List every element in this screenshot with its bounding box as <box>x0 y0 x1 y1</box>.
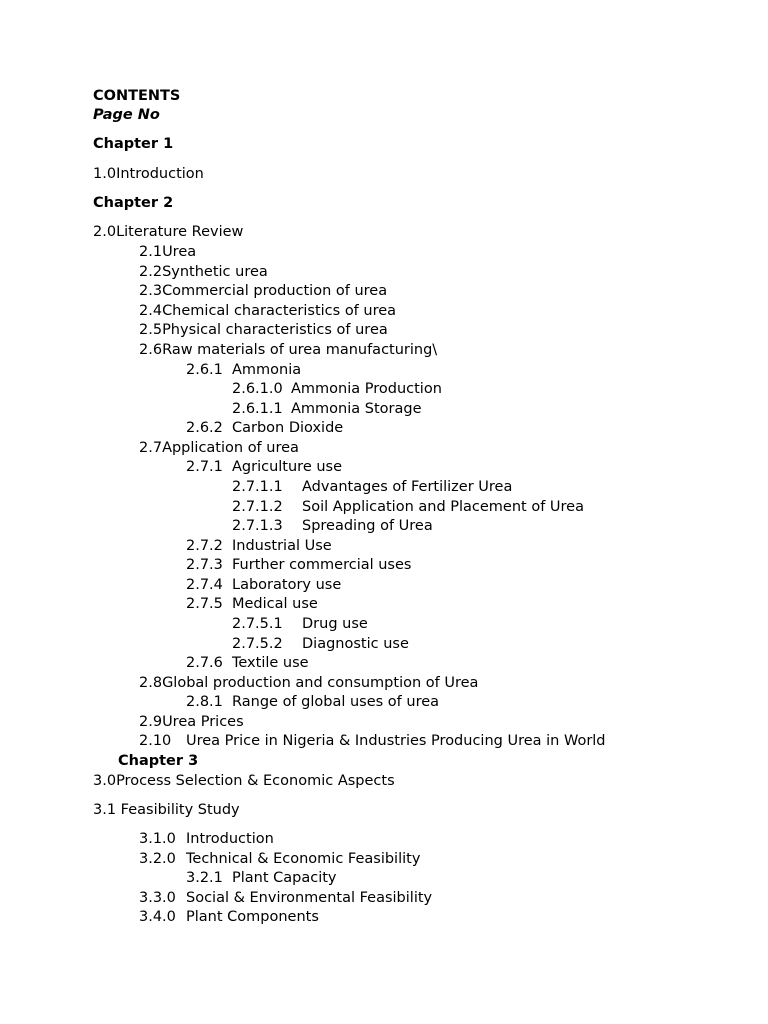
toc-entry-number: 2.2 <box>139 264 163 280</box>
toc-entry-number: 3.2.1 <box>186 870 223 886</box>
toc-entry-2-7-5-2 <box>232 635 409 653</box>
toc-entry-title: Technical & Economic Feasibility <box>186 851 421 867</box>
toc-entry-2-7-5-1 <box>232 615 368 633</box>
toc-entry-title: Carbon Dioxide <box>232 420 344 436</box>
toc-entry-title: Introduction <box>116 166 204 182</box>
toc-entry-2-4 <box>139 302 396 320</box>
toc-entry-2-7-1-1 <box>232 478 512 496</box>
toc-entry-title: Urea Prices <box>162 714 244 730</box>
toc-entry-2-2 <box>139 263 268 281</box>
toc-entry-number: 2.6.2 <box>186 420 223 436</box>
toc-entry-2-0 <box>93 223 243 241</box>
toc-entry-2-7-1-2 <box>232 498 584 516</box>
toc-entry-title: Urea <box>162 244 197 260</box>
toc-entry-title: Ammonia Storage <box>291 401 422 417</box>
toc-entry-2-6-1-1 <box>232 400 422 418</box>
toc-entry-2-8 <box>139 674 478 692</box>
toc-entry-title: Diagnostic use <box>302 636 409 652</box>
toc-entry-title: Ammonia Production <box>291 381 442 397</box>
toc-entry-number: 3.1.0 <box>139 831 176 847</box>
toc-entry-number: 2.6.1.0 <box>232 381 283 397</box>
chapter-2-heading: Chapter 2 <box>93 195 174 211</box>
toc-entry-title: Laboratory use <box>232 577 342 593</box>
toc-entry-number: 2.1 <box>139 244 163 260</box>
toc-entry-number: 2.7.4 <box>186 577 223 593</box>
toc-entry-2-10 <box>139 732 606 750</box>
toc-entry-number: 2.7.3 <box>186 557 223 573</box>
toc-entry-number: 2.7 <box>139 440 163 456</box>
toc-entry-number: 2.7.1.1 <box>232 479 283 495</box>
toc-entry-2-3 <box>139 282 387 300</box>
toc-entry-title: Social & Environmental Feasibility <box>186 890 433 906</box>
toc-entry-title: Range of global uses of urea <box>232 694 440 710</box>
toc-entry-2-7-5 <box>186 595 318 613</box>
toc-entry-2-7-6 <box>186 654 309 672</box>
toc-entry-number: 2.0 <box>93 224 117 240</box>
toc-entry-title: Raw materials of urea manufacturing\ <box>162 342 438 358</box>
toc-entry-2-9 <box>139 713 244 731</box>
toc-entry-title: Chemical characteristics of urea <box>162 303 397 319</box>
toc-entry-title: Spreading of Urea <box>302 518 433 534</box>
toc-entry-number: 2.8 <box>139 675 163 691</box>
toc-entry-number: 2.7.2 <box>186 538 223 554</box>
toc-entry-3-2-1 <box>186 869 337 887</box>
toc-entry-3-0 <box>93 772 395 790</box>
toc-entry-1-0 <box>93 165 204 183</box>
toc-entry-number: 2.5 <box>139 322 163 338</box>
toc-entry-2-7-4 <box>186 576 341 594</box>
toc-entry-number: 2.6.1.1 <box>232 401 283 417</box>
toc-entry-title: Commercial production of urea <box>162 283 388 299</box>
toc-entry-2-5 <box>139 321 388 339</box>
toc-entry-title: Physical characteristics of urea <box>162 322 388 338</box>
toc-entry-number: 2.3 <box>139 283 163 299</box>
toc-entry-title: Textile use <box>232 655 309 671</box>
chapter-3-heading: Chapter 3 <box>118 753 199 769</box>
toc-entry-number: 2.7.1.3 <box>232 518 283 534</box>
chapter-1-heading: Chapter 1 <box>93 136 174 152</box>
toc-entry-title: Introduction <box>186 831 274 847</box>
toc-entry-number: 3.2.0 <box>139 851 176 867</box>
toc-entry-title: Process Selection & Economic Aspects <box>116 773 395 789</box>
page-no-label: Page No <box>93 107 160 123</box>
toc-entry-2-7-3 <box>186 556 411 574</box>
toc-entry-2-7 <box>139 439 299 457</box>
toc-entry-2-6 <box>139 341 437 359</box>
toc-entry-title: Advantages of Fertilizer Urea <box>302 479 513 495</box>
toc-entry-number: 2.6 <box>139 342 163 358</box>
toc-entry-number: 2.4 <box>139 303 163 319</box>
toc-entry-number: 2.7.5.2 <box>232 636 283 652</box>
toc-entry-number: 2.6.1 <box>186 362 223 378</box>
toc-entry-title: Industrial Use <box>232 538 332 554</box>
toc-entry-2-6-1 <box>186 361 301 379</box>
toc-entry-2-7-2 <box>186 537 332 555</box>
toc-entry-title: Urea Price in Nigeria & Industries Producing Urea in World <box>186 733 606 749</box>
toc-entry-number: 2.7.6 <box>186 655 223 671</box>
toc-entry-title: Application of urea <box>162 440 299 456</box>
toc-entry-number: 2.8.1 <box>186 694 223 710</box>
toc-entry-number: 2.7.5.1 <box>232 616 283 632</box>
toc-entry-title: Agriculture use <box>232 459 343 475</box>
toc-entry-number: 2.7.5 <box>186 596 223 612</box>
toc-entry-title: Drug use <box>302 616 368 632</box>
toc-entry-2-6-2 <box>186 419 343 437</box>
toc-entry-title: Medical use <box>232 596 318 612</box>
toc-entry-3-3-0 <box>139 889 432 907</box>
toc-entry-number: 2.10 <box>139 733 172 749</box>
toc-entry-2-1 <box>139 243 196 261</box>
toc-entry-number: 2.7.1.2 <box>232 499 283 515</box>
toc-entry-3-2-0 <box>139 850 420 868</box>
toc-entry-3-4-0 <box>139 908 319 926</box>
toc-entry-number: 2.9 <box>139 714 163 730</box>
toc-entry-2-6-1-0 <box>232 380 442 398</box>
toc-entry-title: Synthetic urea <box>162 264 268 280</box>
toc-entry-title: Further commercial uses <box>232 557 412 573</box>
toc-entry-2-7-1-3 <box>232 517 433 535</box>
toc-entry-title: Plant Capacity <box>232 870 337 886</box>
toc-entry-title: Global production and consumption of Urea <box>162 675 479 691</box>
toc-entry-title: Ammonia <box>232 362 302 378</box>
toc-entry-title: Literature Review <box>116 224 244 240</box>
toc-entry-3-1: 3.1 Feasibility Study <box>93 802 240 818</box>
toc-entry-3-1-0 <box>139 830 274 848</box>
toc-entry-2-7-1 <box>186 458 342 476</box>
toc-entry-title: Plant Components <box>186 909 319 925</box>
toc-entry-number: 3.3.0 <box>139 890 176 906</box>
toc-entry-number: 2.7.1 <box>186 459 223 475</box>
contents-heading: CONTENTS <box>93 88 181 104</box>
toc-entry-title: Soil Application and Placement of Urea <box>302 499 584 515</box>
toc-entry-2-8-1 <box>186 693 439 711</box>
toc-entry-number: 3.0 <box>93 773 117 789</box>
toc-entry-number: 3.4.0 <box>139 909 176 925</box>
toc-entry-number: 1.0 <box>93 166 117 182</box>
